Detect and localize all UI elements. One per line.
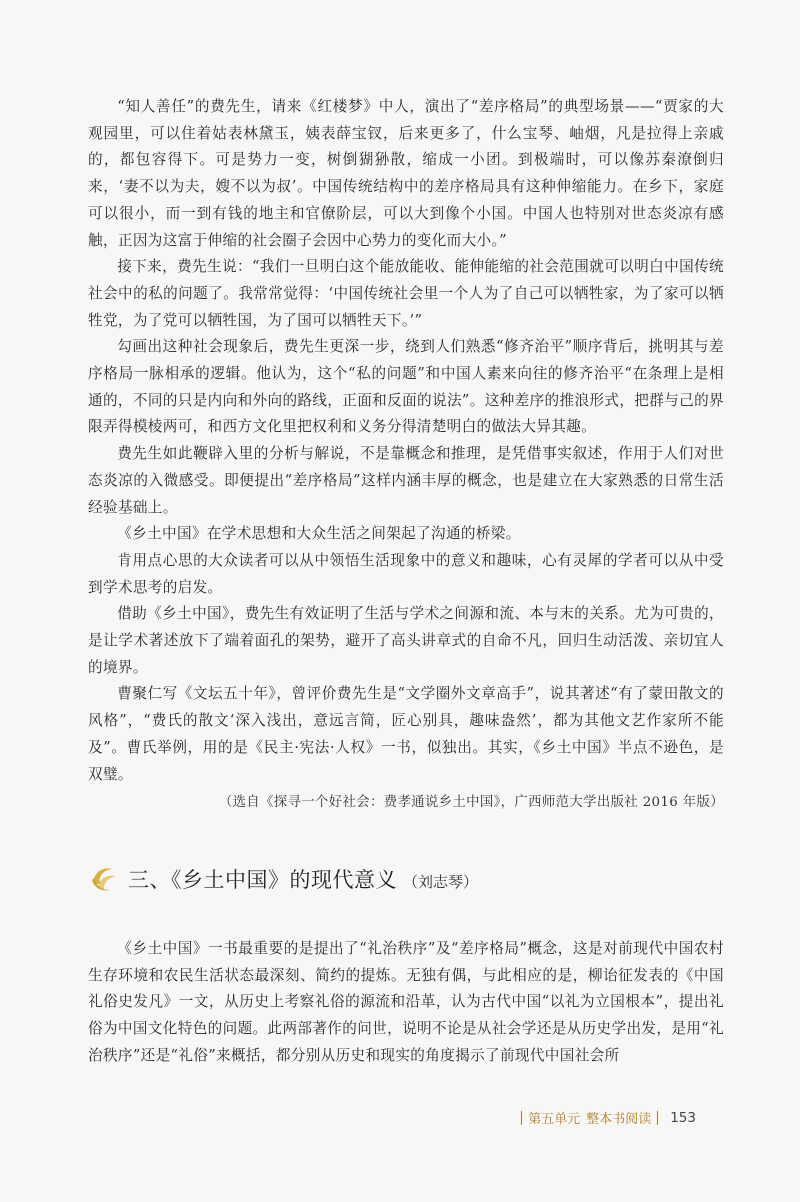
page-number: 153	[670, 1109, 696, 1126]
paragraph-4: 费先生如此鞭辟入里的分析与解说，不是靠概念和推理，是凭借事实叙述，作用于人们对世态炎凉的入微感受。即便提出“差序格局”这样内涵丰厚的概念，也是建立在大家熟悉的日常生活经验基础上。	[88, 445, 724, 516]
source-note: （选自《探寻一个好社会：费孝通说乡土中国》，广西师范大学出版社 2016 年版）	[218, 795, 724, 811]
footer-subject: 整本书阅读	[586, 1112, 652, 1127]
paragraph-5: 《乡土中国》在学术思想和大众生活之间架起了沟通的桥梁。	[117, 525, 521, 543]
page-footer	[515, 1108, 696, 1127]
section-heading	[88, 862, 728, 896]
paragraph-8: 曹聚仁写《文坛五十年》，曾评价费先生是“文学圈外文章高手”，说其著述“有了蒙田散文的风格”，“费氏的散文‘深入浅出，意远言简，匠心别具，趣味盎然’，都为其他文艺作家所不能及”。曹氏举例，用的是《民主·宪法·人权》一书，似独出。其实，《乡土中国》半点不逊色，是双璧。	[88, 685, 724, 783]
section-body	[88, 936, 724, 1070]
footer-unit: 第五单元	[528, 1112, 581, 1127]
swirl-icon	[88, 862, 122, 896]
section-title: 三、《乡土中国》的现代意义	[128, 868, 397, 892]
paragraph-2: 接下来，费先生说：“我们一旦明白这个能放能收、能伸能缩的社会范围就可以明白中国传统社会中的私的问题了。我常常觉得：‘中国传统社会里一个人为了自己可以牺牲家，为了家可以牺牲党，为了党可以牺牲国，为了国可以牺牲天下。’”	[88, 258, 724, 329]
paragraph-7: 借助《乡土中国》，费先生有效证明了生活与学术之间源和流、本与末的关系。尤为可贵的，是让学术著述放下了端着面孔的架势，避开了高头讲章式的自命不凡，回归生动活泼、亲切宜人的境界。	[88, 605, 724, 676]
paragraph-1: “知人善任”的费先生，请来《红楼梦》中人，演出了“差序格局”的典型场景——“贾家的大观园里，可以住着姑表林黛玉，姨表薛宝钗，后来更多了，什么宝琴、岫烟，凡是拉得上亲戚的，都包容得下。可是势力一变，树倒猢狲散，缩成一小团。到极端时，可以像苏秦潦倒归来，‘妻不以为夫，嫂不以为叔’。中国传统结构中的差序格局具有这种伸缩能力。在乡下，家庭可以很小，而一到有钱的地主和官僚阶层，可以大到像个小国。中国人也特别对世态炎凉有感触，正因为这富于伸缩的社会圈子会因中心势力的变化而大小。”	[88, 98, 724, 249]
section-author: （刘志琴）	[403, 872, 479, 891]
paragraph-6: 肯用点心思的大众读者可以从中领悟生活现象中的意义和趣味，心有灵犀的学者可以从中受到学术思考的启发。	[88, 551, 724, 596]
section-paragraph-1: 《乡土中国》一书最重要的是提出了“礼治秩序”及“差序格局”概念，这是对前现代中国农村生存环境和农民生活状态最深刻、简约的提炼。无独有偶，与此相应的是，柳诒征发表的《中国礼俗史发凡》一文，从历史上考察礼俗的源流和沿革，认为古代中国“以礼为立国根本”，提出礼俗为中国文化特色的问题。此两部著作的问世，说明不论是从社会学还是从历史学出发，是用“礼治秩序”还是“礼俗”来概括，都分别从历史和现实的角度揭示了前现代中国社会所	[88, 940, 724, 1064]
footer-divider-right	[657, 1111, 658, 1125]
paragraph-3: 勾画出这种社会现象后，费先生更深一步，绕到人们熟悉“修齐治平”顺序背后，挑明其与差序格局一脉相承的逻辑。他认为，这个“私的问题”和中国人素来向往的修齐治平“在条理上是相通的，不同的只是内向和外向的路线，正面和反面的说法”。这种差序的推浪形式，把群与己的界限弄得模棱两可，和西方文化里把权利和义务分得清楚明白的做法大异其趣。	[88, 338, 724, 436]
article-body	[88, 94, 724, 817]
footer-divider-left	[521, 1111, 522, 1125]
